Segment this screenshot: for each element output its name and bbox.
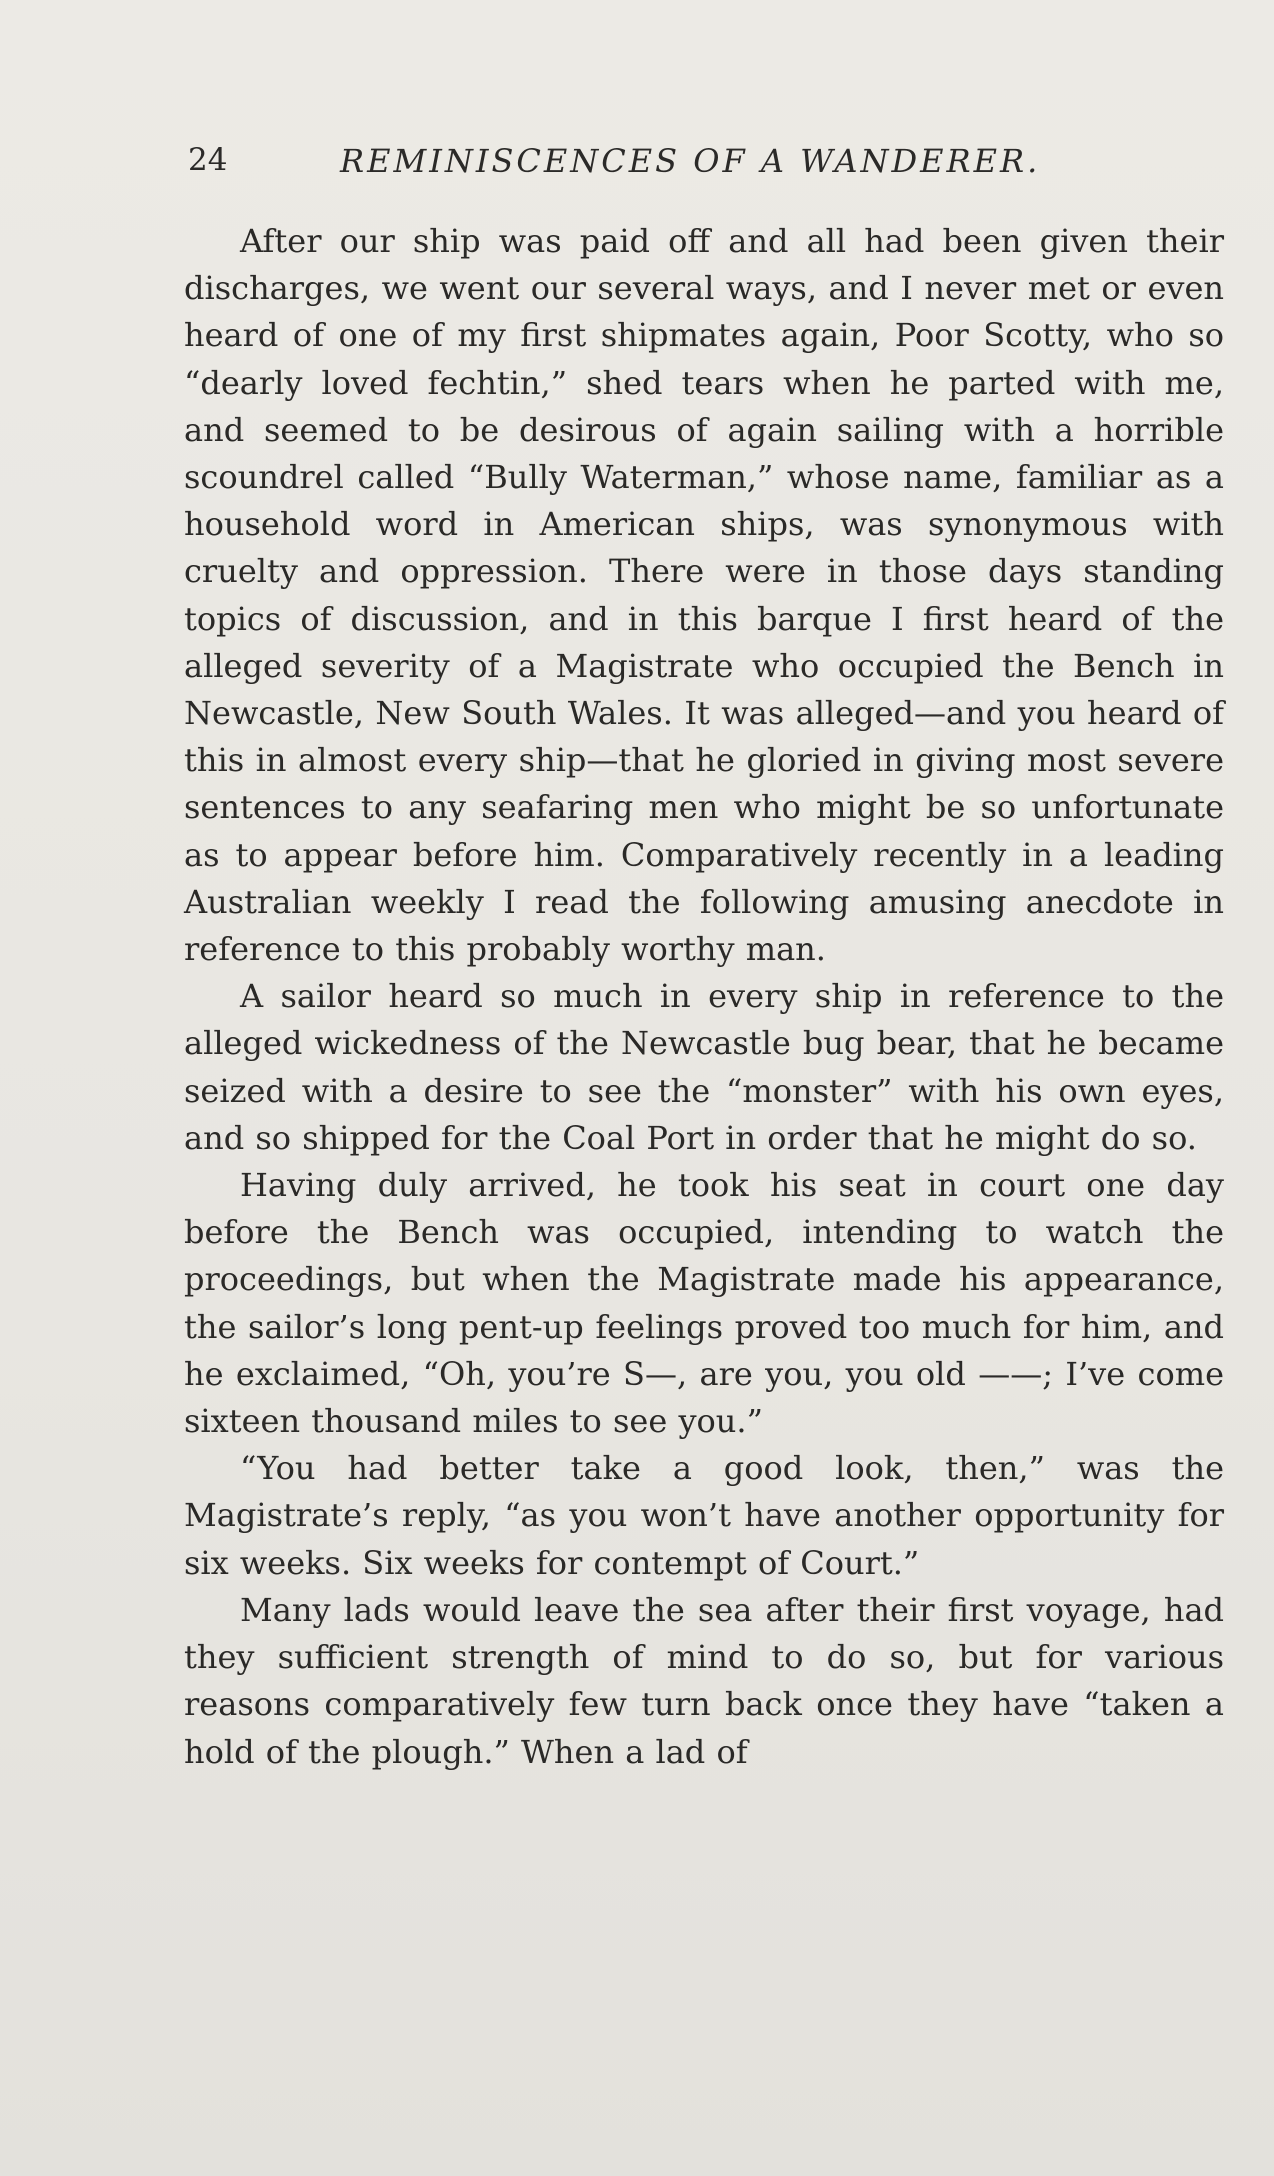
- paragraph-discharge: After our ship was paid off and all had been given their discharges, we went our several ways, and I never met or even heard of one of my first shipmates again, Poor Scotty, who so “dearly loved fechtin,” shed tears when he parted with me, and seemed to be desirous of again sailing with a horrible scoundrel called “Bully Waterman,” whose name, familiar as a household word in American ships, was synonymous with cruelty and oppression. There were in those days standing topics of discussion, and in this barque I first heard of the alleged severity of a Magistrate who occupied the Bench in Newcastle, New South Wales. It was alleged—and you heard of this in almost every ship—that he gloried in giving most severe sentences to any seafaring men who might be so unfortunate as to appear before him. Comparatively recently in a leading Australian weekly I read the following amusing anecdote in reference to this probably worthy man.: [184, 222, 1224, 969]
- page-number: 24: [188, 142, 228, 178]
- paragraph-sailor-anecdote: A sailor heard so much in every ship in reference to the alleged wickedness of the Newcastle bug bear, that he became seized with a desire to see the “monster” with his own eyes, and so shipped for the Coal Port in order that he might do so.: [184, 977, 1224, 1157]
- paragraph-court-scene: Having duly arrived, he took his seat in court one day before the Bench was occupied, intending to watch the proceedings, but when the Magistrate made his appearance, the sailor’s long pent-up feelings proved too much for him, and he exclaimed, “Oh, you’re S—, are you, you old ——; I’ve come sixteen thousand miles to see you.”: [184, 1166, 1224, 1441]
- running-head: [188, 136, 1084, 192]
- body-text: [184, 218, 1224, 1776]
- running-title: REMINISCENCES OF A WANDERER.: [340, 142, 1041, 180]
- paragraph-magistrate-reply: “You had better take a good look, then,” was the Magistrate’s reply, “as you won’t have another opportunity for six weeks. Six weeks for contempt of Court.”: [184, 1449, 1224, 1582]
- paragraph-leaving-sea: Many lads would leave the sea after their first voyage, had they sufficient strength of mind to do so, but for various reasons comparatively few turn back once they have “taken a hold of the plough.” When a lad of: [184, 1590, 1224, 1771]
